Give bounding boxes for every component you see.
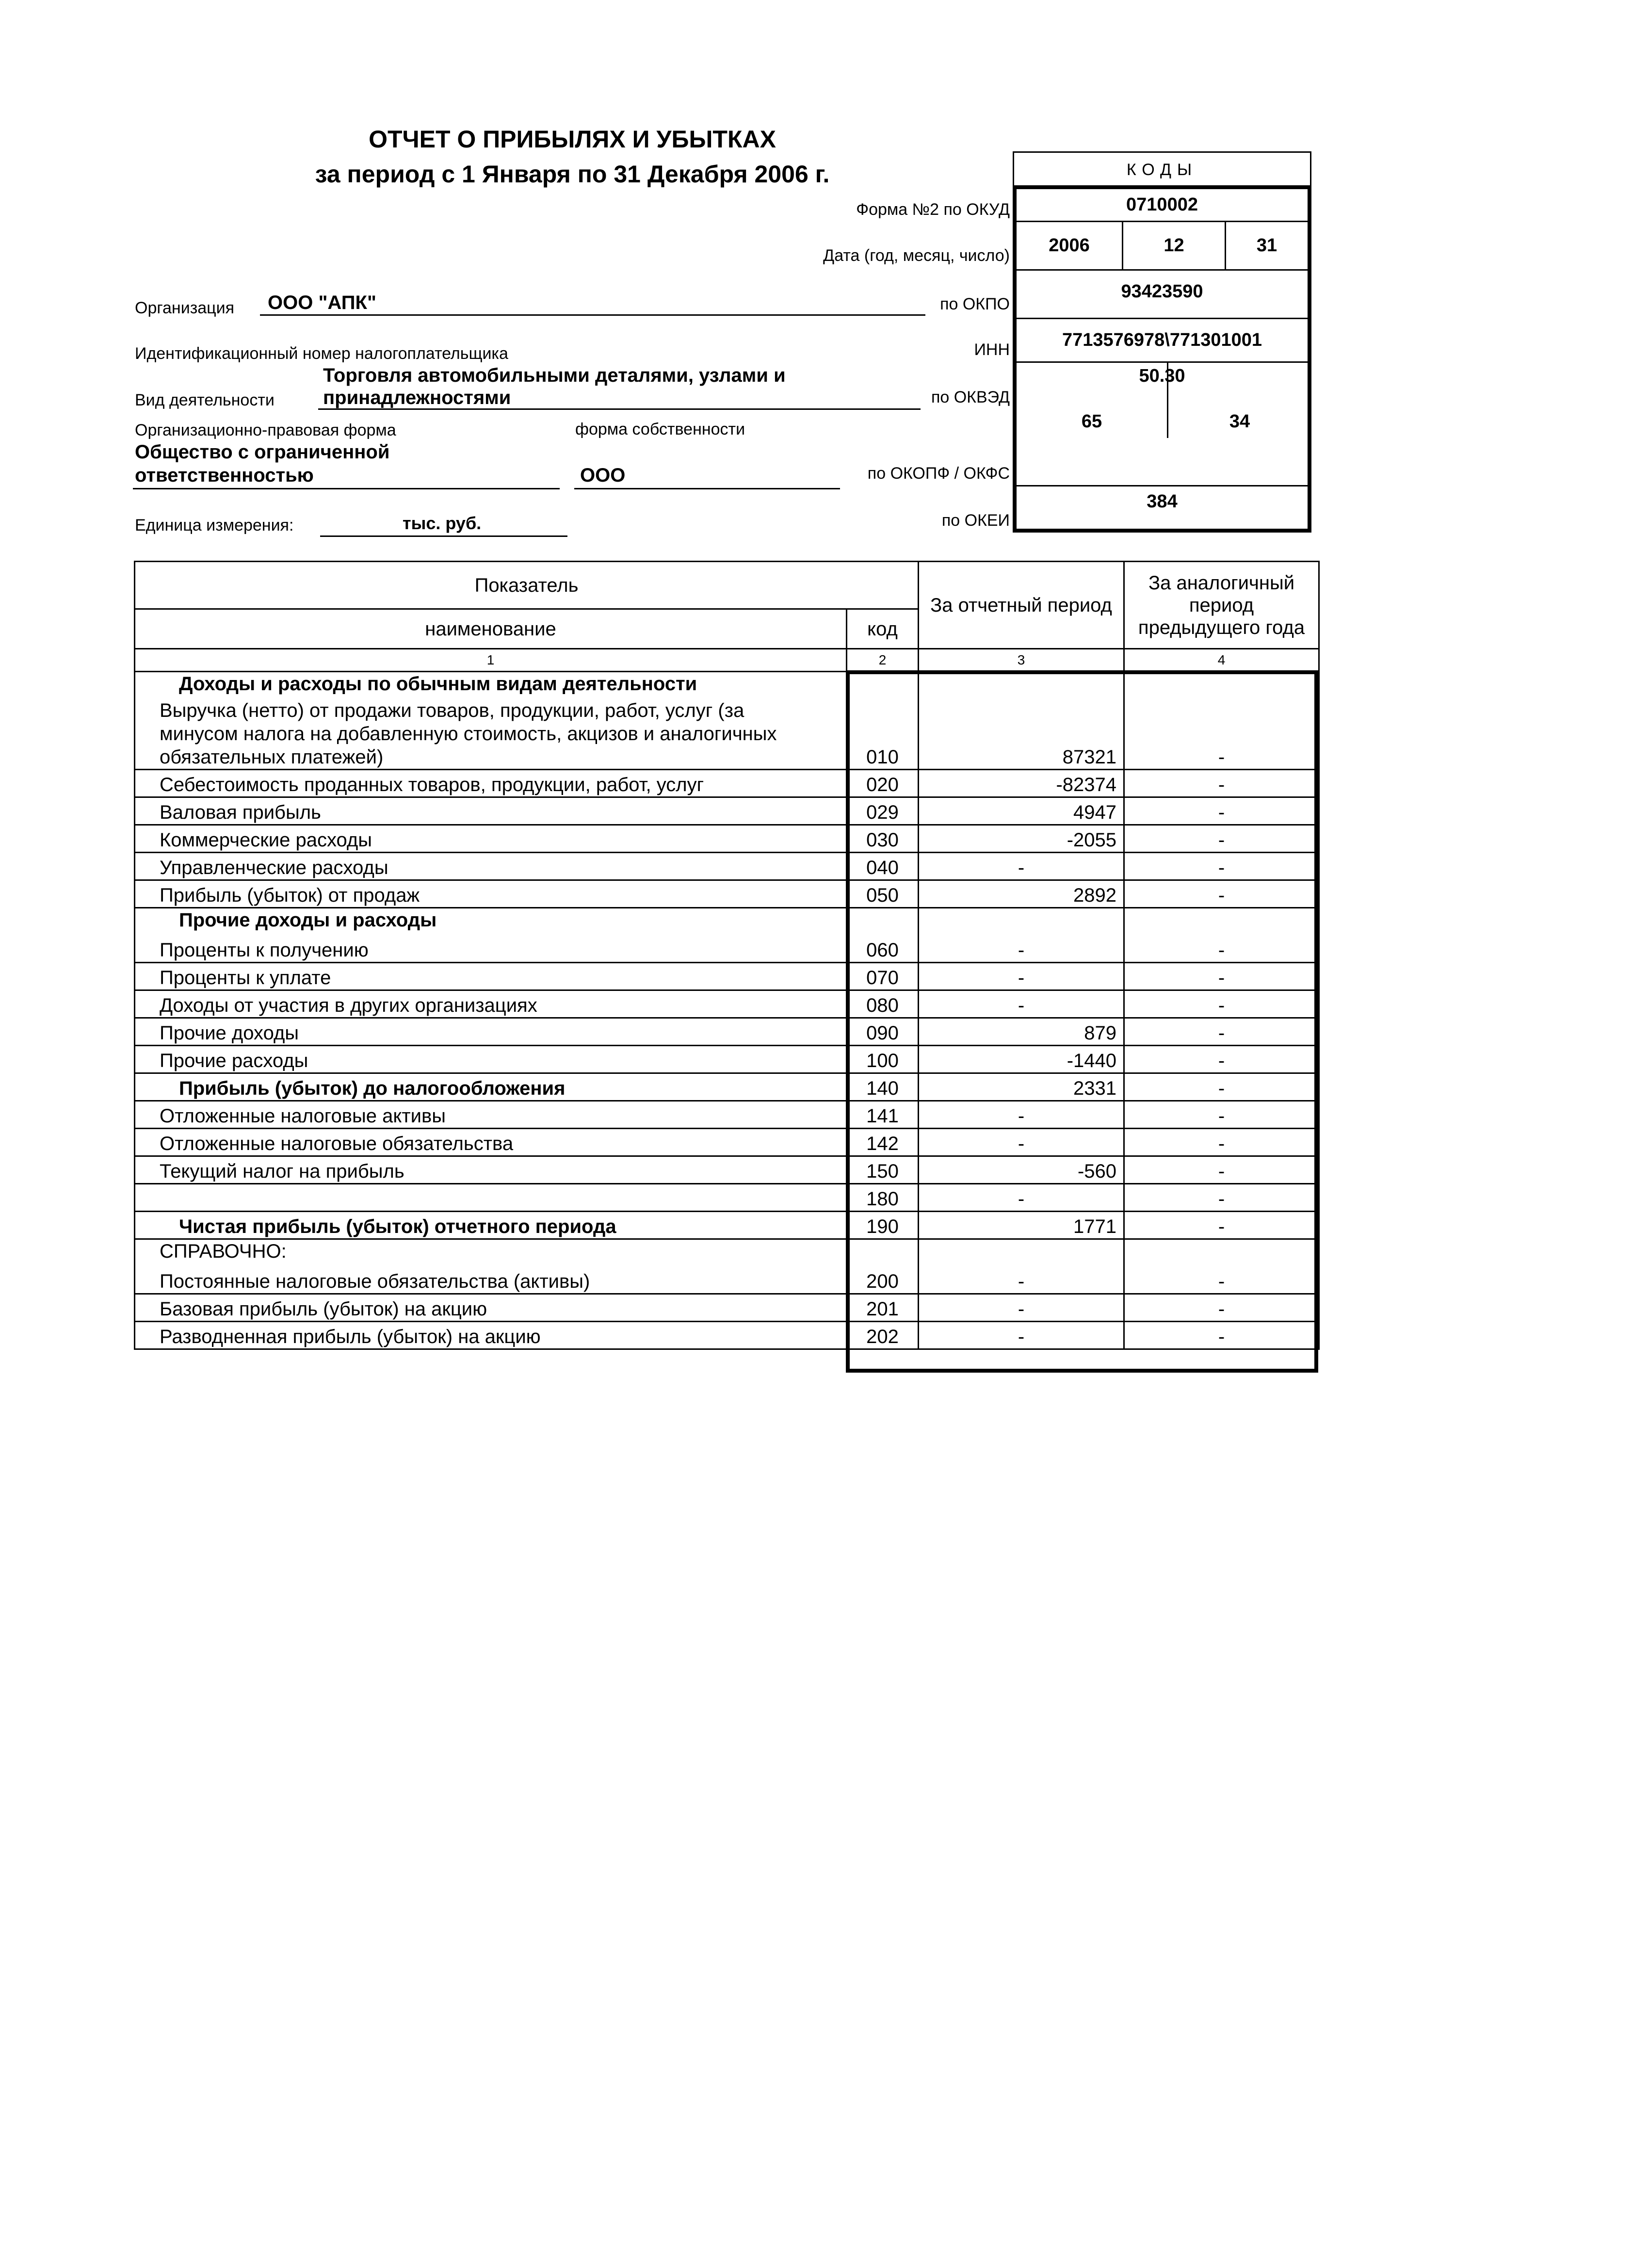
row-current-value: 879: [919, 1018, 1124, 1046]
inn-value: 7713576978\771301001: [1062, 330, 1262, 350]
org-value: ООО "АПК": [268, 292, 376, 313]
table-row: [135, 1156, 1319, 1184]
activity-underline: [318, 408, 921, 410]
okpo-value: 93423590: [1121, 281, 1203, 302]
row-code: 141: [847, 1101, 919, 1129]
row-code: 200: [847, 1266, 919, 1294]
date-row: [1017, 222, 1308, 271]
org-underline: [260, 314, 925, 316]
date-day: 31: [1256, 235, 1277, 256]
table-row: [135, 1239, 1319, 1266]
col-num-1: 1: [135, 649, 847, 672]
row-name: Прочие доходы: [135, 1018, 847, 1046]
row-current-value: -: [919, 1266, 1124, 1294]
row-prev-value: -: [1124, 1018, 1319, 1046]
row-code: 100: [847, 1046, 919, 1073]
row-prev-value: -: [1124, 1212, 1319, 1239]
codes-heading: КОДЫ: [1013, 151, 1311, 185]
row-prev-value: -: [1124, 990, 1319, 1018]
table-row: [135, 990, 1319, 1018]
col-num-4: 4: [1124, 649, 1319, 672]
table-row: [135, 1212, 1319, 1239]
row-current-value: -: [919, 1184, 1124, 1212]
row-current-value: -: [919, 1129, 1124, 1156]
okei-label: по ОКЕИ: [941, 511, 1010, 530]
row-010-current: 87321: [919, 699, 1124, 770]
codes-box: [1013, 151, 1311, 533]
row-code: 060: [847, 935, 919, 963]
ownership-value: ООО: [580, 465, 626, 486]
codes-body: [1013, 185, 1311, 533]
row-prev-value: -: [1124, 1294, 1319, 1322]
activity-line2: принадлежностями: [323, 387, 511, 408]
report-title: ОТЧЕТ О ПРИБЫЛЯХ И УБЫТКАХ: [369, 126, 776, 153]
row-name: Прочие доходы и расходы: [135, 908, 847, 935]
okved-label: по ОКВЭД: [931, 388, 1010, 406]
row-prev-value: -: [1124, 1184, 1319, 1212]
date-month: 12: [1123, 222, 1226, 269]
header-indicator: Показатель: [135, 562, 919, 609]
table-row: [135, 1101, 1319, 1129]
row-current-value: [919, 908, 1124, 935]
row-current-value: [919, 1239, 1124, 1266]
row-current-value: -: [919, 1294, 1124, 1322]
unit-label: Единица измерения:: [135, 516, 294, 535]
row-code: [847, 908, 919, 935]
row-prev-value: [1124, 908, 1319, 935]
row-prev-value: -: [1124, 1129, 1319, 1156]
legal-form-line2: ответственностью: [135, 465, 314, 486]
header-code: код: [847, 609, 919, 649]
unit-value: тыс. руб.: [403, 513, 482, 533]
inn-code-label: ИНН: [974, 340, 1010, 359]
table-row: [135, 963, 1319, 990]
date-label: Дата (год, месяц, число): [823, 246, 1010, 265]
okei-value: 384: [1147, 491, 1178, 512]
row-name: Разводненная прибыль (убыток) на акцию: [135, 1322, 847, 1349]
row-prev-value: -: [1124, 1046, 1319, 1073]
row-code: 150: [847, 1156, 919, 1184]
row-name: Проценты к уплате: [135, 963, 847, 990]
row-010-code: 010: [847, 699, 919, 770]
row-prev-value: -: [1124, 935, 1319, 963]
table-row: [135, 1266, 1319, 1294]
row-current-value: -1440: [919, 1046, 1124, 1073]
row-current-value: 4947: [919, 797, 1124, 825]
row-prev-value: -: [1124, 1101, 1319, 1129]
row-name: Отложенные налоговые активы: [135, 1101, 847, 1129]
blank-cell: [919, 672, 1124, 699]
row-prev-value: -: [1124, 1266, 1319, 1294]
row-010-prev: -: [1124, 699, 1319, 770]
table-row: [135, 1073, 1319, 1101]
row-010-name: [135, 699, 847, 770]
row-prev-value: -: [1124, 825, 1319, 853]
row-prev-value: -: [1124, 797, 1319, 825]
row-prev-value: -: [1124, 1073, 1319, 1101]
okei-row: [1017, 486, 1308, 529]
date-year: 2006: [1017, 222, 1123, 269]
okopf-value: 65: [1081, 411, 1102, 432]
row-current-value: 1771: [919, 1212, 1124, 1239]
row-code: 201: [847, 1294, 919, 1322]
row-code: 020: [847, 770, 919, 797]
table-row: [135, 1294, 1319, 1322]
row-current-value: -: [919, 1322, 1124, 1349]
ownership-underline: [574, 488, 840, 489]
row-code: 030: [847, 825, 919, 853]
row-current-value: -2055: [919, 825, 1124, 853]
legal-form-label: Организационно-правовая форма: [135, 421, 396, 439]
row-prev-value: -: [1124, 853, 1319, 880]
table-row: [135, 1046, 1319, 1073]
row-name: Доходы от участия в других организациях: [135, 990, 847, 1018]
activity-label: Вид деятельности: [135, 391, 275, 409]
row-current-value: -: [919, 963, 1124, 990]
row-name: Управленческие расходы: [135, 853, 847, 880]
row-010-name-line2: минусом налога на добавленную стоимость, акцизов и аналогичных: [160, 723, 777, 745]
table-row: [135, 1184, 1319, 1212]
unit-underline: [320, 535, 567, 537]
table-row: [135, 935, 1319, 963]
row-current-value: -: [919, 935, 1124, 963]
row-prev-value: -: [1124, 770, 1319, 797]
row-name: [135, 1184, 847, 1212]
row-name: Коммерческие расходы: [135, 825, 847, 853]
table-row: [135, 880, 1319, 908]
table-row: [135, 797, 1319, 825]
row-name: Чистая прибыль (убыток) отчетного периода: [135, 1212, 847, 1239]
table-row: [135, 770, 1319, 797]
row-code: 180: [847, 1184, 919, 1212]
legal-form-underline: [133, 488, 560, 489]
table-row: [135, 825, 1319, 853]
row-name: Проценты к получению: [135, 935, 847, 963]
okopf-label: по ОКОПФ / ОКФС: [867, 464, 1010, 483]
header-current: За отчетный период: [919, 562, 1124, 649]
row-name: СПРАВОЧНО:: [135, 1239, 847, 1266]
row-code: 029: [847, 797, 919, 825]
row-name: Прочие расходы: [135, 1046, 847, 1073]
row-prev-value: -: [1124, 1322, 1319, 1349]
row-010-name-line3: обязательных платежей): [160, 746, 384, 768]
legal-form-line1: Общество с ограниченной: [135, 441, 390, 463]
row-current-value: -: [919, 853, 1124, 880]
row-code: [847, 1239, 919, 1266]
row-current-value: 2331: [919, 1073, 1124, 1101]
row-code: 050: [847, 880, 919, 908]
row-name: Себестоимость проданных товаров, продукции, работ, услуг: [135, 770, 847, 797]
row-current-value: -560: [919, 1156, 1124, 1184]
table-row: [135, 1129, 1319, 1156]
row-code: 080: [847, 990, 919, 1018]
table-rows: [135, 770, 1319, 1349]
row-code: 140: [847, 1073, 919, 1101]
table-row: [135, 853, 1319, 880]
okud-row: [1017, 189, 1308, 222]
profit-loss-table: [134, 561, 1320, 1350]
section-ordinary: Доходы и расходы по обычным видам деятельности: [135, 672, 847, 699]
col-num-3: 3: [919, 649, 1124, 672]
okved-row: [1017, 363, 1308, 411]
row-name: Прибыль (убыток) от продаж: [135, 880, 847, 908]
row-name: Прибыль (убыток) до налогообложения: [135, 1073, 847, 1101]
row-current-value: 2892: [919, 880, 1124, 908]
row-current-value: -82374: [919, 770, 1124, 797]
row-prev-value: -: [1124, 880, 1319, 908]
row-code: 142: [847, 1129, 919, 1156]
okfs-value: 34: [1229, 411, 1250, 432]
col-num-2: 2: [847, 649, 919, 672]
table-row: [135, 908, 1319, 935]
okud-value: 0710002: [1126, 194, 1198, 215]
row-name: Базовая прибыль (убыток) на акцию: [135, 1294, 847, 1322]
row-010-name-line1: Выручка (нетто) от продажи товаров, продукции, работ, услуг (за: [160, 700, 744, 721]
okpo-label: по ОКПО: [940, 295, 1010, 313]
row-current-value: -: [919, 990, 1124, 1018]
row-current-value: -: [919, 1101, 1124, 1129]
row-prev-value: -: [1124, 1156, 1319, 1184]
table-row: [135, 1018, 1319, 1046]
inn-row: [1017, 319, 1308, 363]
row-code: 090: [847, 1018, 919, 1046]
okud-label: Форма №2 по ОКУД: [856, 200, 1010, 219]
row-code: 190: [847, 1212, 919, 1239]
okopf-row: [1017, 411, 1308, 486]
row-name: Валовая прибыль: [135, 797, 847, 825]
row-prev-value: [1124, 1239, 1319, 1266]
table-row: [135, 1322, 1319, 1349]
ownership-label: форма собственности: [575, 420, 745, 438]
blank-cell: [847, 672, 919, 699]
activity-line1: Торговля автомобильными деталями, узлами и: [323, 365, 786, 386]
row-prev-value: -: [1124, 963, 1319, 990]
row-code: 040: [847, 853, 919, 880]
row-code: 202: [847, 1322, 919, 1349]
row-name: Постоянные налоговые обязательства (активы): [135, 1266, 847, 1294]
row-code: 070: [847, 963, 919, 990]
okopf-divider: [1167, 363, 1168, 438]
table-row-010: [135, 699, 1319, 770]
report-period: за период с 1 Января по 31 Декабря 2006 г.: [315, 161, 830, 188]
org-label: Организация: [135, 299, 235, 317]
header-name: наименование: [135, 609, 847, 649]
inn-label: Идентификационный номер налогоплательщика: [135, 344, 508, 363]
blank-cell: [1124, 672, 1319, 699]
row-name: Текущий налог на прибыль: [135, 1156, 847, 1184]
okpo-row: [1017, 271, 1308, 319]
row-name: Отложенные налоговые обязательства: [135, 1129, 847, 1156]
header-prev: За аналогичный период предыдущего года: [1124, 562, 1319, 649]
okved-value: 50.30: [1139, 366, 1185, 386]
